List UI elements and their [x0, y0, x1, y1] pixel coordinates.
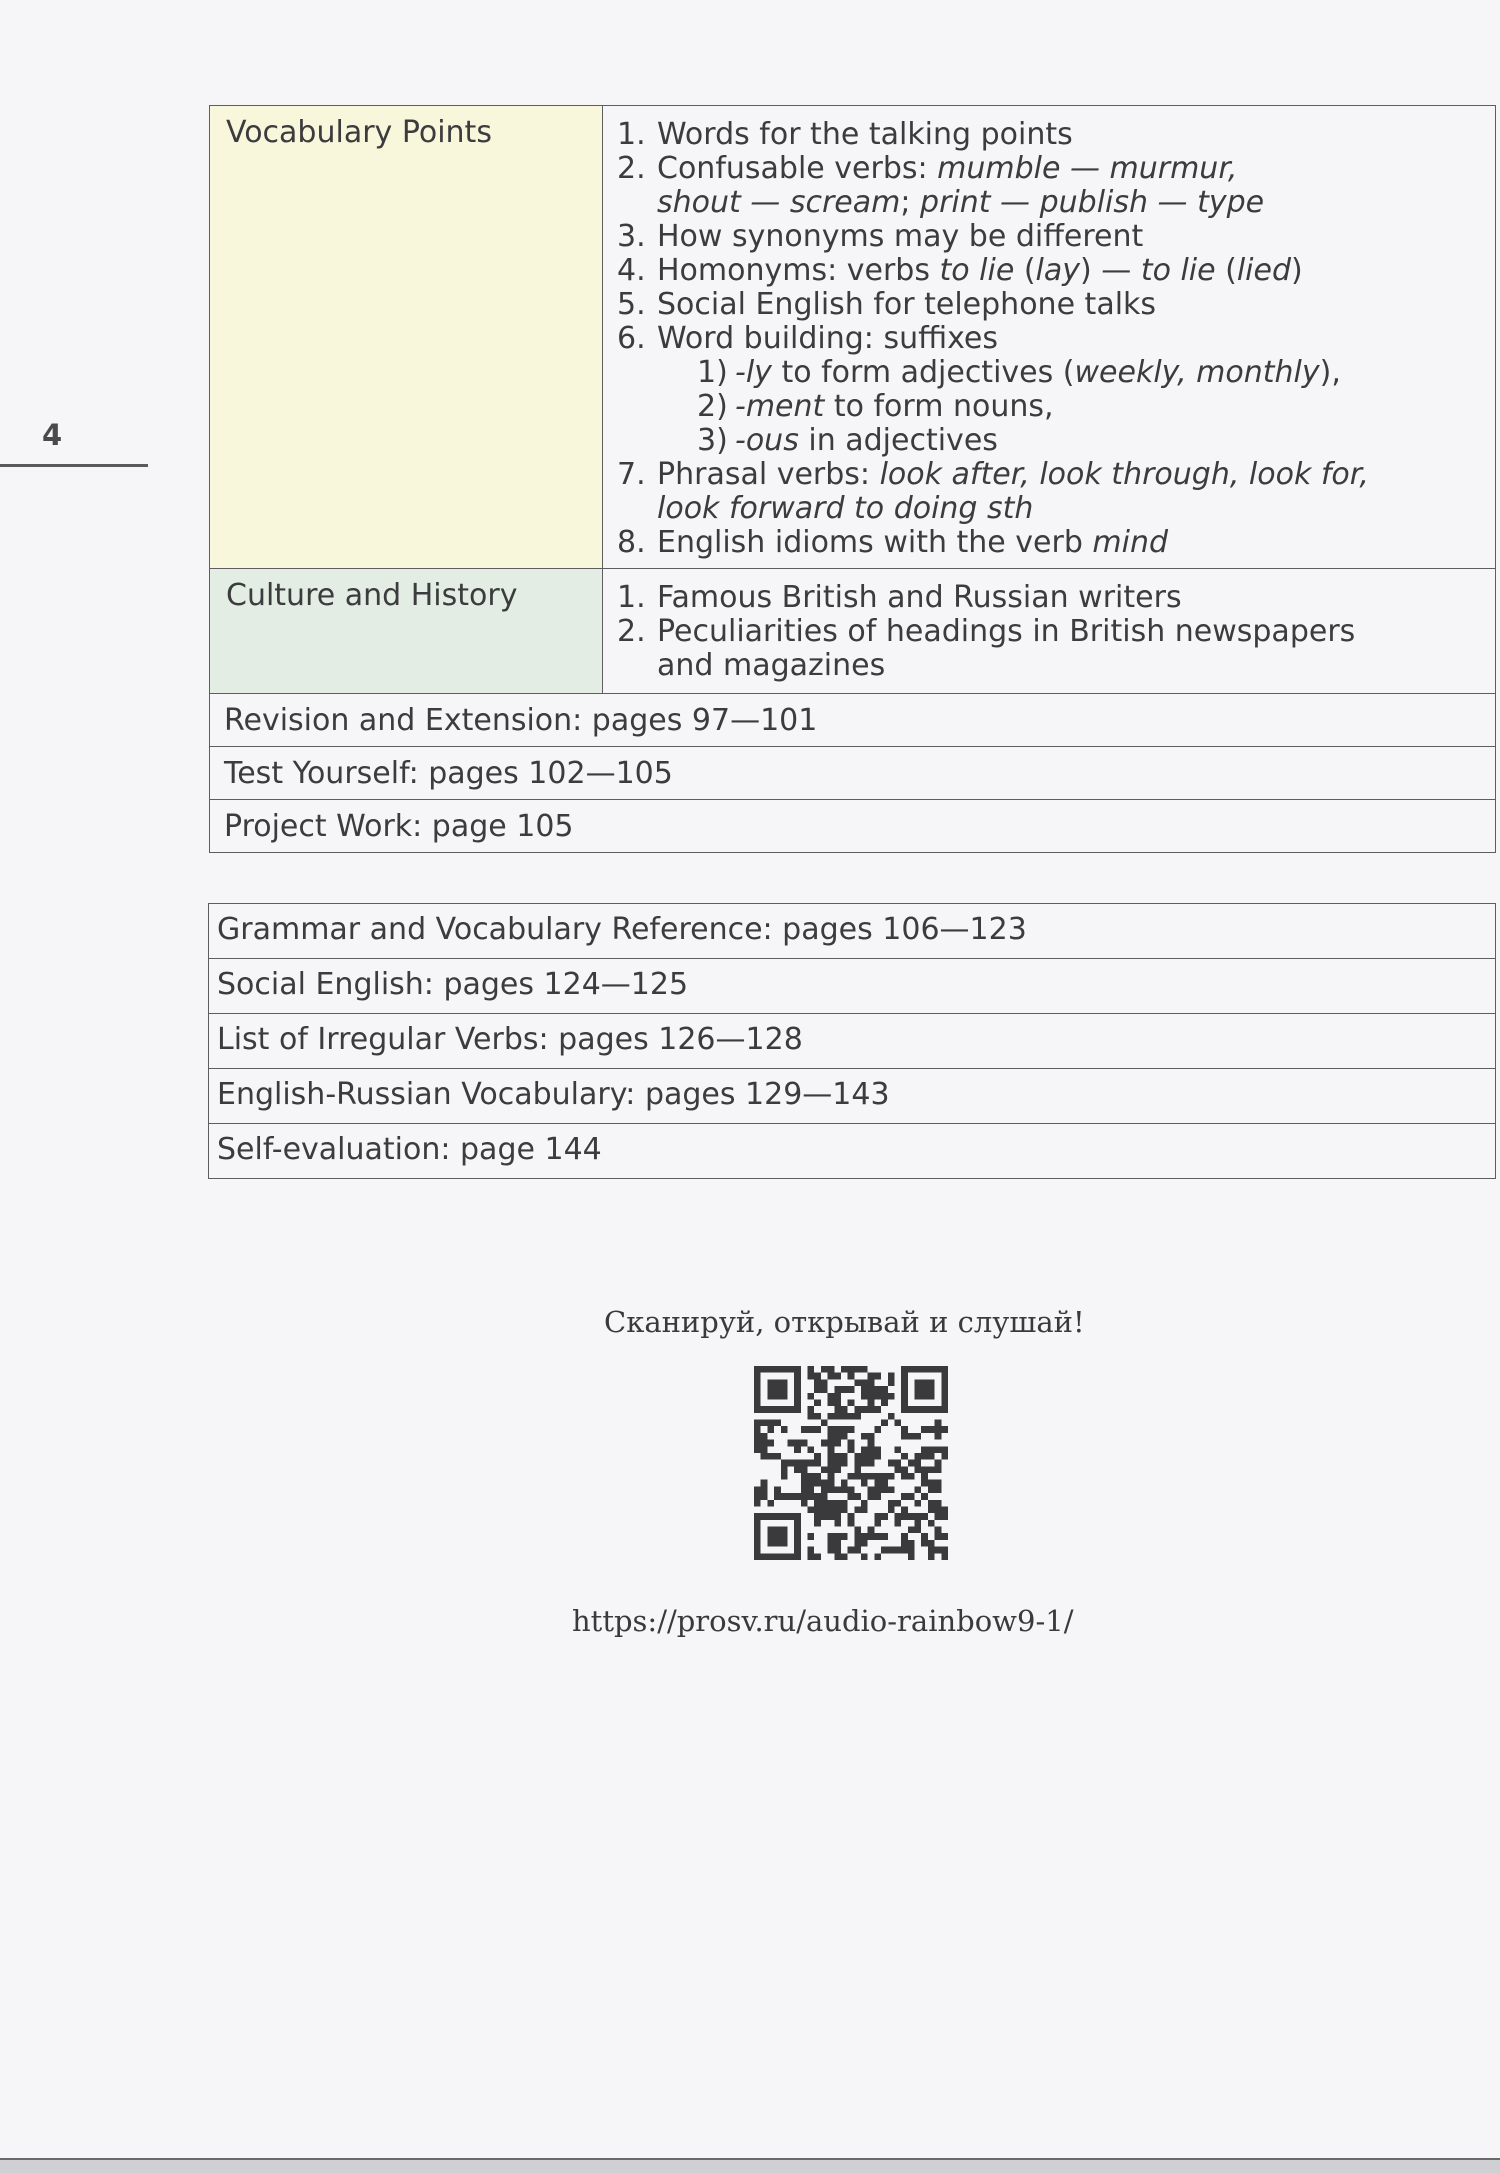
item-text: Phrasal verbs: look after, look through, look for,: [657, 457, 1369, 492]
item-text: Confusable verbs: mumble — murmur,: [657, 151, 1238, 186]
item-text: How synonyms may be different: [657, 219, 1144, 254]
page-number: 4: [42, 418, 63, 452]
item-text: Homonyms: verbs to lie (lay) — to lie (lied): [657, 253, 1303, 288]
vocabulary-item: [617, 254, 1483, 288]
culture-content: [603, 569, 1496, 694]
item-text: Words for the talking points: [657, 117, 1073, 152]
item-number: 8.: [617, 525, 646, 560]
item-number: [617, 186, 657, 220]
vocabulary-item: [617, 220, 1483, 254]
item-number: 6.: [617, 321, 646, 356]
vocabulary-item: [617, 288, 1483, 322]
item-text: shout — scream; print — publish — type: [657, 185, 1265, 220]
contents-table: [209, 105, 1496, 853]
social-english-row: Social English: pages 124—125: [209, 959, 1496, 1014]
item-text: look forward to doing sth: [657, 491, 1034, 526]
item-text: 2) -ment to form nouns,: [697, 389, 1054, 424]
grammar-reference-row: Grammar and Vocabulary Reference: pages 106—123: [209, 904, 1496, 959]
unit-row: [210, 800, 1496, 853]
item-text: Famous British and Russian writers: [657, 580, 1182, 615]
culture-row: [210, 569, 1496, 694]
item-number: 7.: [617, 457, 646, 492]
vocabulary-list: [617, 118, 1483, 560]
item-text: and magazines: [657, 648, 886, 683]
item-number: [617, 390, 657, 424]
vocabulary-row: [210, 106, 1496, 569]
culture-item: [617, 581, 1483, 615]
vocabulary-item: [617, 322, 1483, 356]
item-text: Word building: suffixes: [657, 321, 999, 356]
sub-item-number: 3): [697, 423, 728, 458]
item-number: 2.: [617, 151, 646, 186]
culture-heading: Culture and History: [210, 569, 603, 694]
item-text: English idioms with the verb mind: [657, 525, 1169, 560]
vocabulary-list-row: English-Russian Vocabulary: pages 129—143: [209, 1069, 1496, 1124]
item-text: 3) -ous in adjectives: [697, 423, 998, 458]
vocabulary-heading: Vocabulary Points: [210, 106, 603, 569]
vocabulary-item: [617, 186, 1483, 220]
test-yourself-row: Test Yourself: pages 102—105: [210, 747, 1496, 800]
project-work-row: Project Work: page 105: [210, 800, 1496, 853]
vocabulary-item: [617, 390, 1483, 424]
culture-item: [617, 615, 1483, 649]
item-text: Peculiarities of headings in British newspapers: [657, 614, 1356, 649]
vocabulary-item: [617, 424, 1483, 458]
qr-code-icon[interactable]: [754, 1366, 948, 1560]
unit-row: [210, 694, 1496, 747]
item-number: 1.: [617, 117, 646, 152]
culture-list: [617, 581, 1483, 683]
item-number: 5.: [617, 287, 646, 322]
item-number: 1.: [617, 580, 646, 615]
item-number: [617, 649, 657, 683]
scan-caption: Сканируй, открывай и слушай!: [604, 1305, 1085, 1339]
unit-row: [210, 747, 1496, 800]
vocabulary-item: [617, 526, 1483, 560]
vocabulary-item: [617, 118, 1483, 152]
item-text: Social English for telephone talks: [657, 287, 1157, 322]
sub-item-number: 1): [697, 355, 728, 390]
vocabulary-item: [617, 152, 1483, 186]
irregular-verbs-row: List of Irregular Verbs: pages 126—128: [209, 1014, 1496, 1069]
page-number-rule: [0, 464, 148, 467]
reference-table: [208, 903, 1496, 1179]
vocabulary-item: [617, 492, 1483, 526]
item-number: [617, 356, 657, 390]
item-number: 4.: [617, 253, 646, 288]
item-text: 1) -ly to form adjectives (weekly, monthly),: [697, 355, 1341, 390]
sub-item-number: 2): [697, 389, 728, 424]
item-number: [617, 492, 657, 526]
audio-url-link[interactable]: https://prosv.ru/audio-rainbow9-1/: [572, 1604, 1074, 1638]
item-number: [617, 424, 657, 458]
vocabulary-item: [617, 356, 1483, 390]
vocabulary-item: [617, 458, 1483, 492]
item-number: 2.: [617, 614, 646, 649]
revision-row: Revision and Extension: pages 97—101: [210, 694, 1496, 747]
culture-item: [617, 649, 1483, 683]
vocabulary-content: [603, 106, 1496, 569]
item-number: 3.: [617, 219, 646, 254]
self-evaluation-row: Self-evaluation: page 144: [209, 1124, 1496, 1179]
